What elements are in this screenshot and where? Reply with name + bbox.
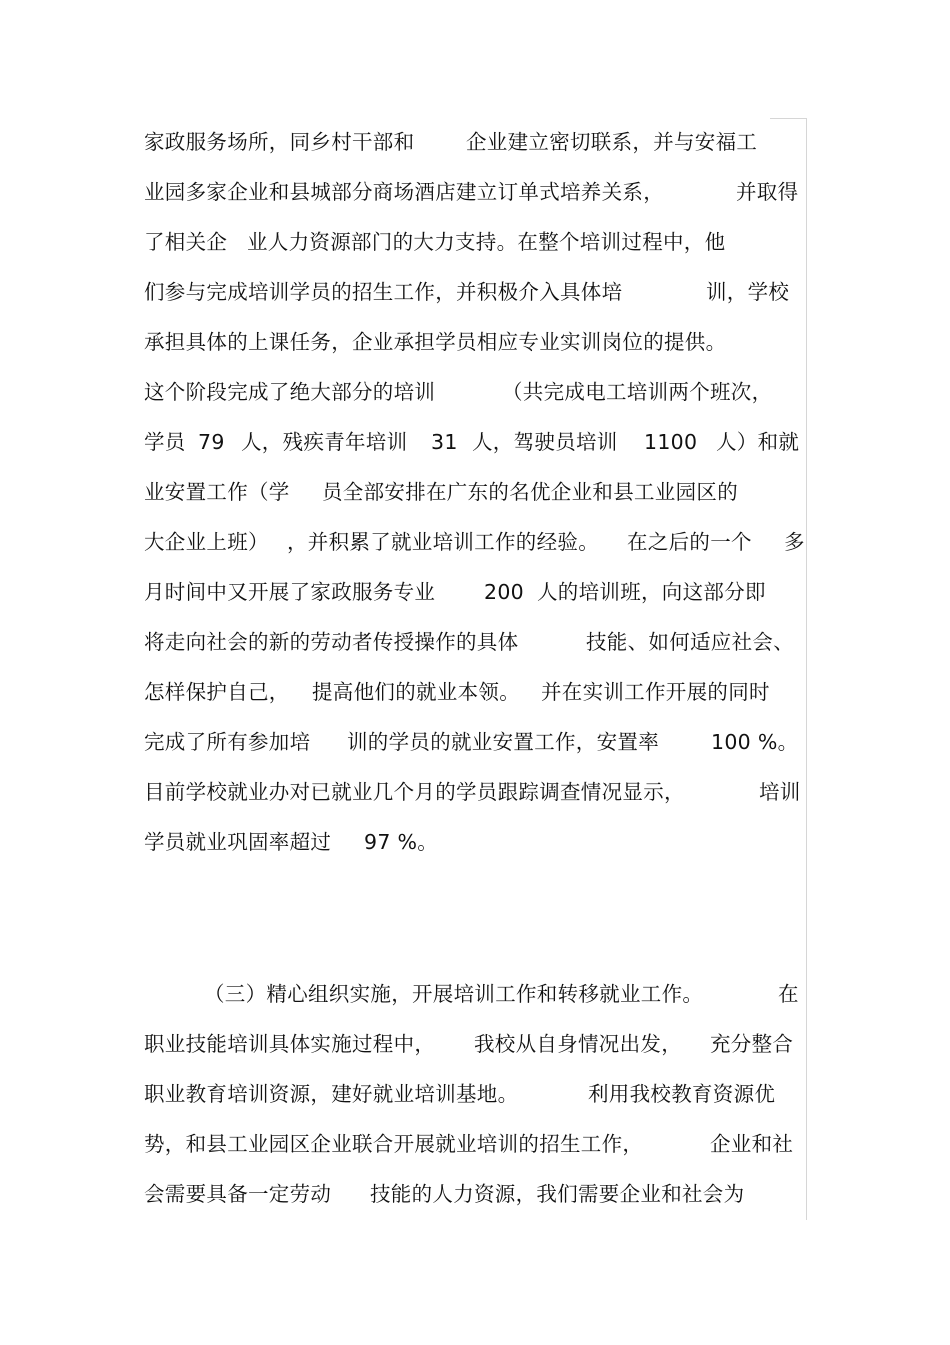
text-segment: 承担具体的上课任务，企业承担学员相应专业实训岗位的提供。 (144, 330, 727, 354)
text-segment: 企业建立密切联系，并与安福工 (466, 130, 758, 154)
text-segment: 了相关企 (144, 230, 228, 254)
text-segment: 大企业上班） (144, 530, 269, 554)
text-segment: 势，和县工业园区企业联合开展就业培训的招生工作， (144, 1132, 644, 1156)
text-segment: 并在实训工作开展的同时 (541, 680, 770, 704)
text-segment: 我校从自身情况出发， (474, 1032, 682, 1056)
text-segment: 月时间中又开展了家政服务专业 (144, 580, 436, 604)
text-segment: 人）和就 (716, 430, 800, 454)
text-segment: 职业教育培训资源，建好就业培训基地。 (144, 1082, 519, 1106)
text-segment: 训的学员的就业安置工作，安置率 (347, 730, 659, 754)
text-segment: 技能的人力资源，我们需要企业和社会为 (370, 1182, 745, 1206)
text-segment: 学员 (144, 430, 186, 454)
text-segment: 技能、如何适应社会、 (586, 630, 794, 654)
text-segment: 在 (778, 982, 799, 1006)
text-segment: 人，残疾青年培训 (241, 430, 408, 454)
text-segment: 97 %。 (364, 830, 439, 854)
text-segment: 31 (431, 430, 458, 454)
text-segment: ，并积累了就业培训工作的经验。 (287, 530, 599, 554)
text-segment: 多 (784, 530, 805, 554)
text-segment: 会需要具备一定劳动 (144, 1182, 332, 1206)
text-segment: 充分整合 (710, 1032, 794, 1056)
text-segment: 并取得 (736, 180, 799, 204)
page-border-top (770, 118, 807, 119)
text-segment: 业园多家企业和县城部分商场酒店建立订单式培养关系， (144, 180, 664, 204)
text-segment: 这个阶段完成了绝大部分的培训 (144, 380, 436, 404)
text-segment: 79 (198, 430, 225, 454)
text-segment: 怎样保护自己， (144, 680, 290, 704)
text-segment: 学员就业巩固率超过 (144, 830, 332, 854)
text-segment: （三）精心组织实施，开展培训工作和转移就业工作。 (204, 982, 704, 1006)
text-segment: 将走向社会的新的劳动者传授操作的具体 (144, 630, 519, 654)
text-segment: 培训 (759, 780, 801, 804)
text-segment: 提高他们的就业本领。 (312, 680, 520, 704)
text-segment: 完成了所有参加培 (144, 730, 311, 754)
page-border-right (806, 118, 807, 1220)
text-segment: 业安置工作（学 (144, 480, 290, 504)
text-segment: 1100 (644, 430, 698, 454)
text-segment: 业人力资源部门的大力支持。在整个培训过程中，他 (247, 230, 726, 254)
text-segment: 家政服务场所，同乡村干部和 (144, 130, 415, 154)
text-segment: 200 (484, 580, 525, 604)
text-segment: 利用我校教育资源优 (588, 1082, 776, 1106)
text-segment: 训，学校 (706, 280, 790, 304)
text-segment: 人的培训班，向这部分即 (537, 580, 766, 604)
text-segment: 目前学校就业办对已就业几个月的学员跟踪调查情况显示， (144, 780, 685, 804)
text-segment: （共完成电工培训两个班次， (502, 380, 773, 404)
text-segment: 在之后的一个 (627, 530, 752, 554)
text-segment: 100 %。 (711, 730, 799, 754)
text-segment: 们参与完成培训学员的招生工作，并积极介入具体培 (144, 280, 623, 304)
text-segment: 员全部安排在广东的名优企业和县工业园区的 (322, 480, 738, 504)
text-segment: 职业技能培训具体实施过程中， (144, 1032, 436, 1056)
text-segment: 企业和社 (710, 1132, 794, 1156)
text-segment: 人，驾驶员培训 (472, 430, 618, 454)
